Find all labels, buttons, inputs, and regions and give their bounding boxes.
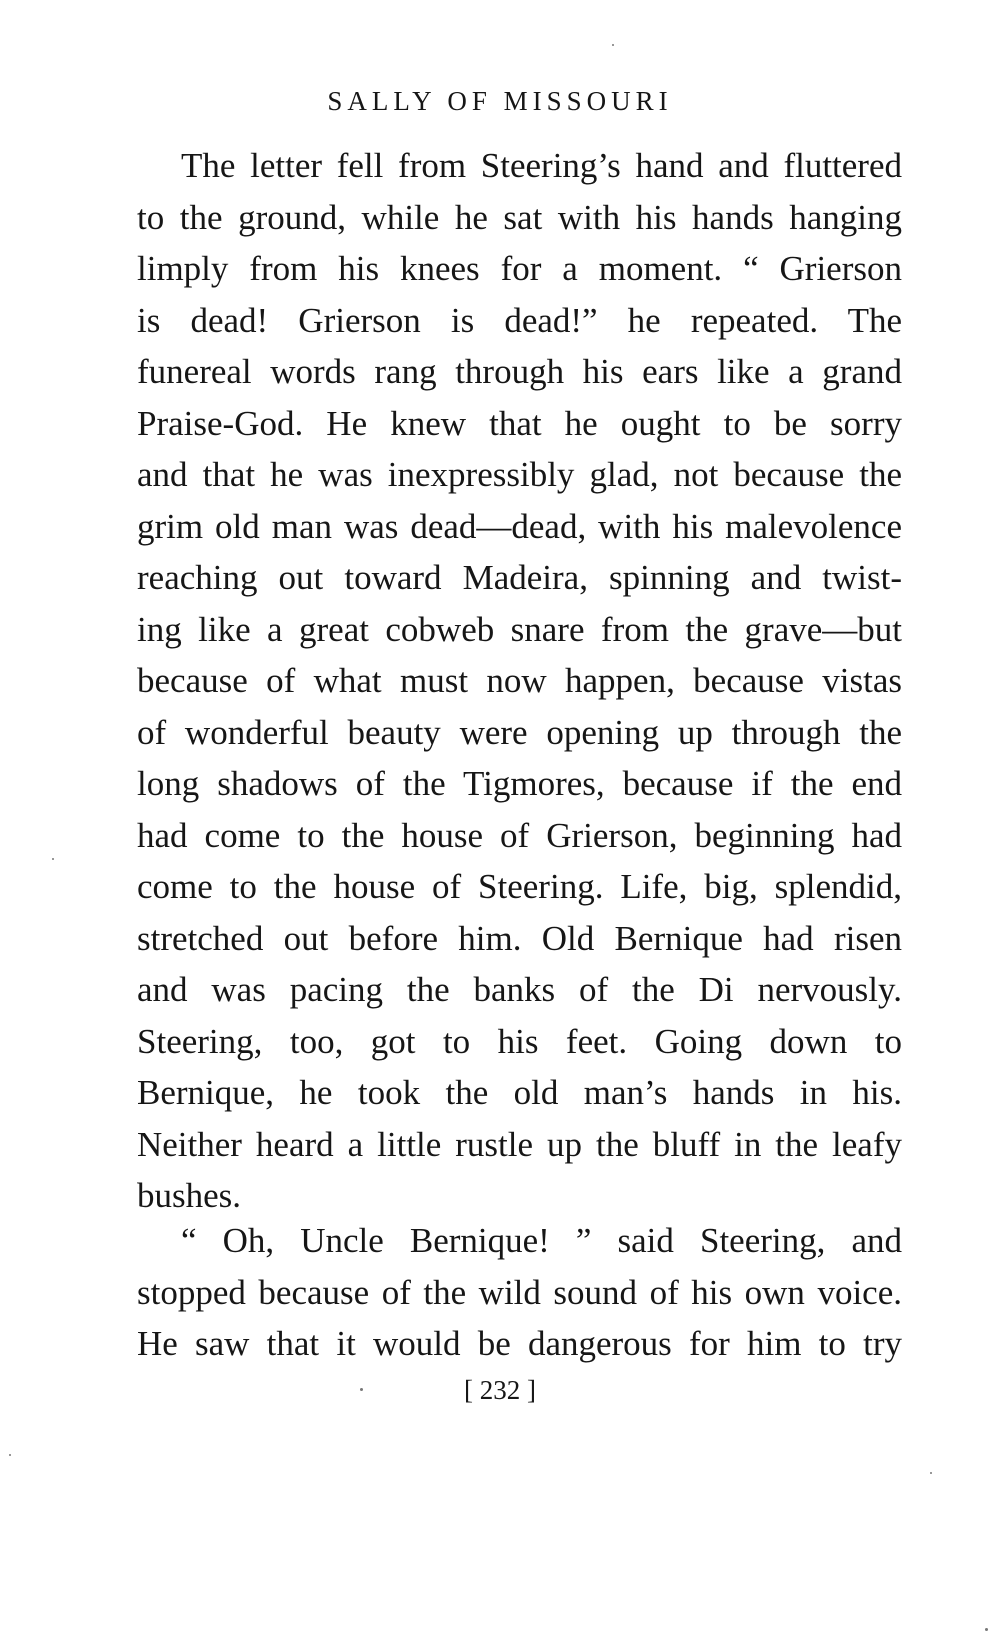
text-line: stretched out before him. Old Bernique had risen (137, 918, 902, 958)
paper-speck (52, 858, 54, 860)
text-line: grim old man was dead—dead, with his malevolence (137, 506, 902, 546)
text-line: and that he was inexpressibly glad, not because the (137, 455, 902, 494)
text-line: stopped because of the wild sound of his own voice. (137, 1272, 902, 1312)
text-line: come to the house of Steering. Life, big, splendid, (137, 867, 902, 906)
text-line: “ Oh, Uncle Bernique! ” said Steering, and (181, 1221, 902, 1260)
text-line: Bernique, he took the old man’s hands in his. (137, 1073, 902, 1112)
text-line: long shadows of the Tigmores, because if the end (137, 764, 902, 803)
text-line: ing like a great cobweb snare from the grave—but (137, 609, 902, 649)
text-line: to the ground, while he sat with his hands hanging (137, 197, 902, 237)
text-line: of wonderful beauty were opening up through the (137, 712, 902, 752)
text-line: Praise-God. He knew that he ought to be sorry (137, 403, 902, 443)
text-line: reaching out toward Madeira, spinning and twist- (137, 558, 902, 597)
text-line: He saw that it would be dangerous for him to try (137, 1324, 902, 1363)
paper-speck (985, 1628, 988, 1631)
paper-speck (930, 1472, 932, 1474)
text-line: limply from his knees for a moment. “ Grierson (137, 249, 902, 288)
paragraph (137, 140, 902, 1222)
text-line: bushes. (137, 1176, 242, 1215)
text-line: and was pacing the banks of the Di nervously. (137, 970, 902, 1009)
running-head: SALLY OF MISSOURI (327, 86, 673, 116)
text-line: because of what must now happen, because vistas (137, 661, 902, 700)
paper-speck (360, 1388, 363, 1391)
page-number: [ 232 ] (464, 1375, 536, 1405)
text-line: had come to the house of Grierson, beginning had (137, 815, 902, 855)
text-line: is dead! Grierson is dead!” he repeated. The (137, 300, 902, 340)
text-line: Neither heard a little rustle up the bluff in the leafy (137, 1124, 902, 1164)
text-line: The letter fell from Steering’s hand and fluttered (181, 146, 902, 185)
paper-speck (9, 1454, 11, 1456)
paper-speck (612, 44, 614, 46)
text-line: funereal words rang through his ears like a grand (137, 352, 902, 391)
paragraph (137, 1215, 902, 1370)
text-line: Steering, too, got to his feet. Going down to (137, 1021, 902, 1061)
